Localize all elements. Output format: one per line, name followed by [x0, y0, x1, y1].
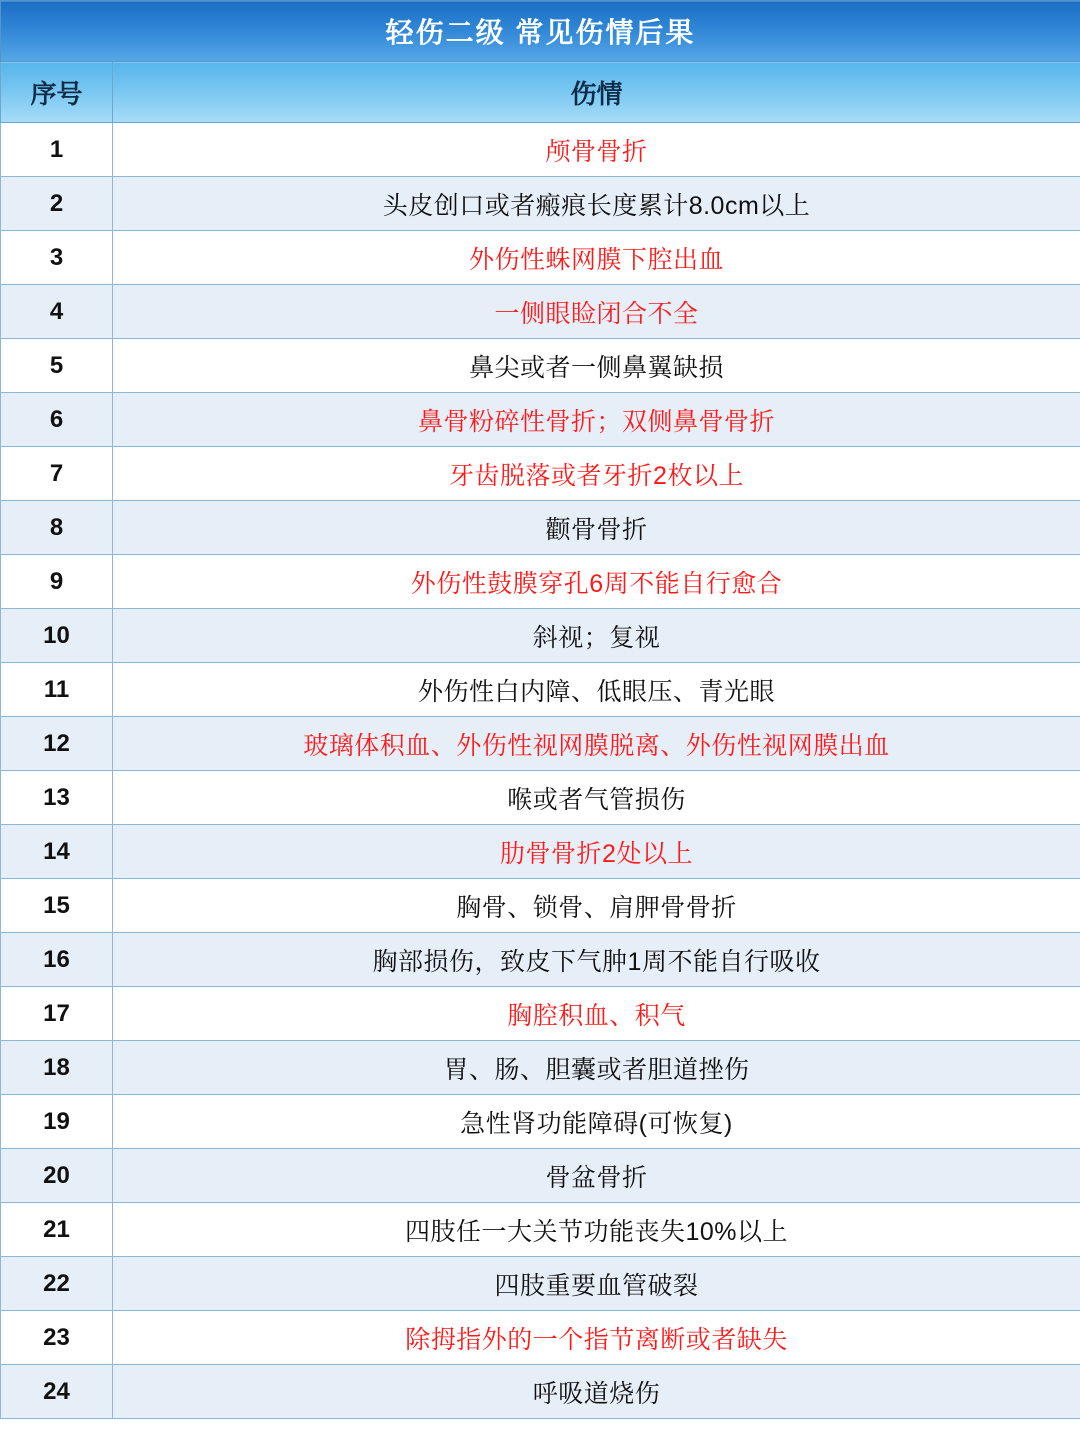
- table-row: [1, 447, 1080, 501]
- table-row: [1, 1149, 1080, 1203]
- row-description-cell: 喉或者气管损伤: [113, 771, 1080, 825]
- table-body: [1, 123, 1080, 1419]
- table-row: [1, 339, 1080, 393]
- row-description-cell: 胃、肠、胆囊或者胆道挫伤: [113, 1041, 1080, 1095]
- table-row: [1, 123, 1080, 177]
- row-description-cell: 胸腔积血、积气: [113, 987, 1080, 1041]
- row-index-cell: 24: [1, 1365, 113, 1419]
- row-index-cell: 9: [1, 555, 113, 609]
- row-description-cell: 头皮创口或者瘢痕长度累计8.0cm以上: [113, 177, 1080, 231]
- table-title-row: [1, 1, 1080, 62]
- row-description-cell: 除拇指外的一个指节离断或者缺失: [113, 1311, 1080, 1365]
- row-description-cell: 牙齿脱落或者牙折2枚以上: [113, 447, 1080, 501]
- row-description-cell: 一侧眼睑闭合不全: [113, 285, 1080, 339]
- table-row: [1, 717, 1080, 771]
- row-index-cell: 23: [1, 1311, 113, 1365]
- row-description-cell: 鼻尖或者一侧鼻翼缺损: [113, 339, 1080, 393]
- table-head: [1, 1, 1080, 123]
- row-description-cell: 颧骨骨折: [113, 501, 1080, 555]
- row-description-cell: 四肢任一大关节功能丧失10%以上: [113, 1203, 1080, 1257]
- table-row: [1, 231, 1080, 285]
- row-description-cell: 外伤性蛛网膜下腔出血: [113, 231, 1080, 285]
- table-row: [1, 987, 1080, 1041]
- table-row: [1, 393, 1080, 447]
- row-index-cell: 15: [1, 879, 113, 933]
- row-index-cell: 22: [1, 1257, 113, 1311]
- table-row: [1, 933, 1080, 987]
- row-index-cell: 16: [1, 933, 113, 987]
- table-row: [1, 825, 1080, 879]
- row-description-cell: 颅骨骨折: [113, 123, 1080, 177]
- table-row: [1, 1095, 1080, 1149]
- row-description-cell: 急性肾功能障碍(可恢复): [113, 1095, 1080, 1149]
- row-index-cell: 18: [1, 1041, 113, 1095]
- row-index-cell: 5: [1, 339, 113, 393]
- row-description-cell: 斜视；复视: [113, 609, 1080, 663]
- row-description-cell: 呼吸道烧伤: [113, 1365, 1080, 1419]
- table-row: [1, 177, 1080, 231]
- row-index-cell: 3: [1, 231, 113, 285]
- row-index-cell: 11: [1, 663, 113, 717]
- column-header-description: 伤情: [113, 62, 1080, 123]
- table-row: [1, 1311, 1080, 1365]
- row-index-cell: 13: [1, 771, 113, 825]
- page-title: 轻伤二级 常见伤情后果: [1, 1, 1080, 62]
- row-index-cell: 4: [1, 285, 113, 339]
- row-index-cell: 14: [1, 825, 113, 879]
- table-row: [1, 501, 1080, 555]
- row-index-cell: 19: [1, 1095, 113, 1149]
- row-index-cell: 8: [1, 501, 113, 555]
- row-description-cell: 外伤性白内障、低眼压、青光眼: [113, 663, 1080, 717]
- row-description-cell: 外伤性鼓膜穿孔6周不能自行愈合: [113, 555, 1080, 609]
- table-row: [1, 1365, 1080, 1419]
- table-row: [1, 879, 1080, 933]
- row-description-cell: 玻璃体积血、外伤性视网膜脱离、外伤性视网膜出血: [113, 717, 1080, 771]
- row-description-cell: 胸骨、锁骨、肩胛骨骨折: [113, 879, 1080, 933]
- row-index-cell: 10: [1, 609, 113, 663]
- table-row: [1, 663, 1080, 717]
- row-index-cell: 17: [1, 987, 113, 1041]
- row-description-cell: 胸部损伤，致皮下气肿1周不能自行吸收: [113, 933, 1080, 987]
- table-row: [1, 285, 1080, 339]
- row-description-cell: 肋骨骨折2处以上: [113, 825, 1080, 879]
- row-index-cell: 6: [1, 393, 113, 447]
- table-row: [1, 609, 1080, 663]
- row-description-cell: 鼻骨粉碎性骨折；双侧鼻骨骨折: [113, 393, 1080, 447]
- row-index-cell: 20: [1, 1149, 113, 1203]
- row-index-cell: 2: [1, 177, 113, 231]
- row-index-cell: 21: [1, 1203, 113, 1257]
- row-index-cell: 7: [1, 447, 113, 501]
- table-row: [1, 1041, 1080, 1095]
- row-index-cell: 1: [1, 123, 113, 177]
- column-header-index: 序号: [1, 62, 113, 123]
- row-description-cell: 骨盆骨折: [113, 1149, 1080, 1203]
- table-header-row: [1, 62, 1080, 123]
- row-index-cell: 12: [1, 717, 113, 771]
- table-row: [1, 1257, 1080, 1311]
- row-description-cell: 四肢重要血管破裂: [113, 1257, 1080, 1311]
- table-row: [1, 1203, 1080, 1257]
- table-row: [1, 771, 1080, 825]
- table-row: [1, 555, 1080, 609]
